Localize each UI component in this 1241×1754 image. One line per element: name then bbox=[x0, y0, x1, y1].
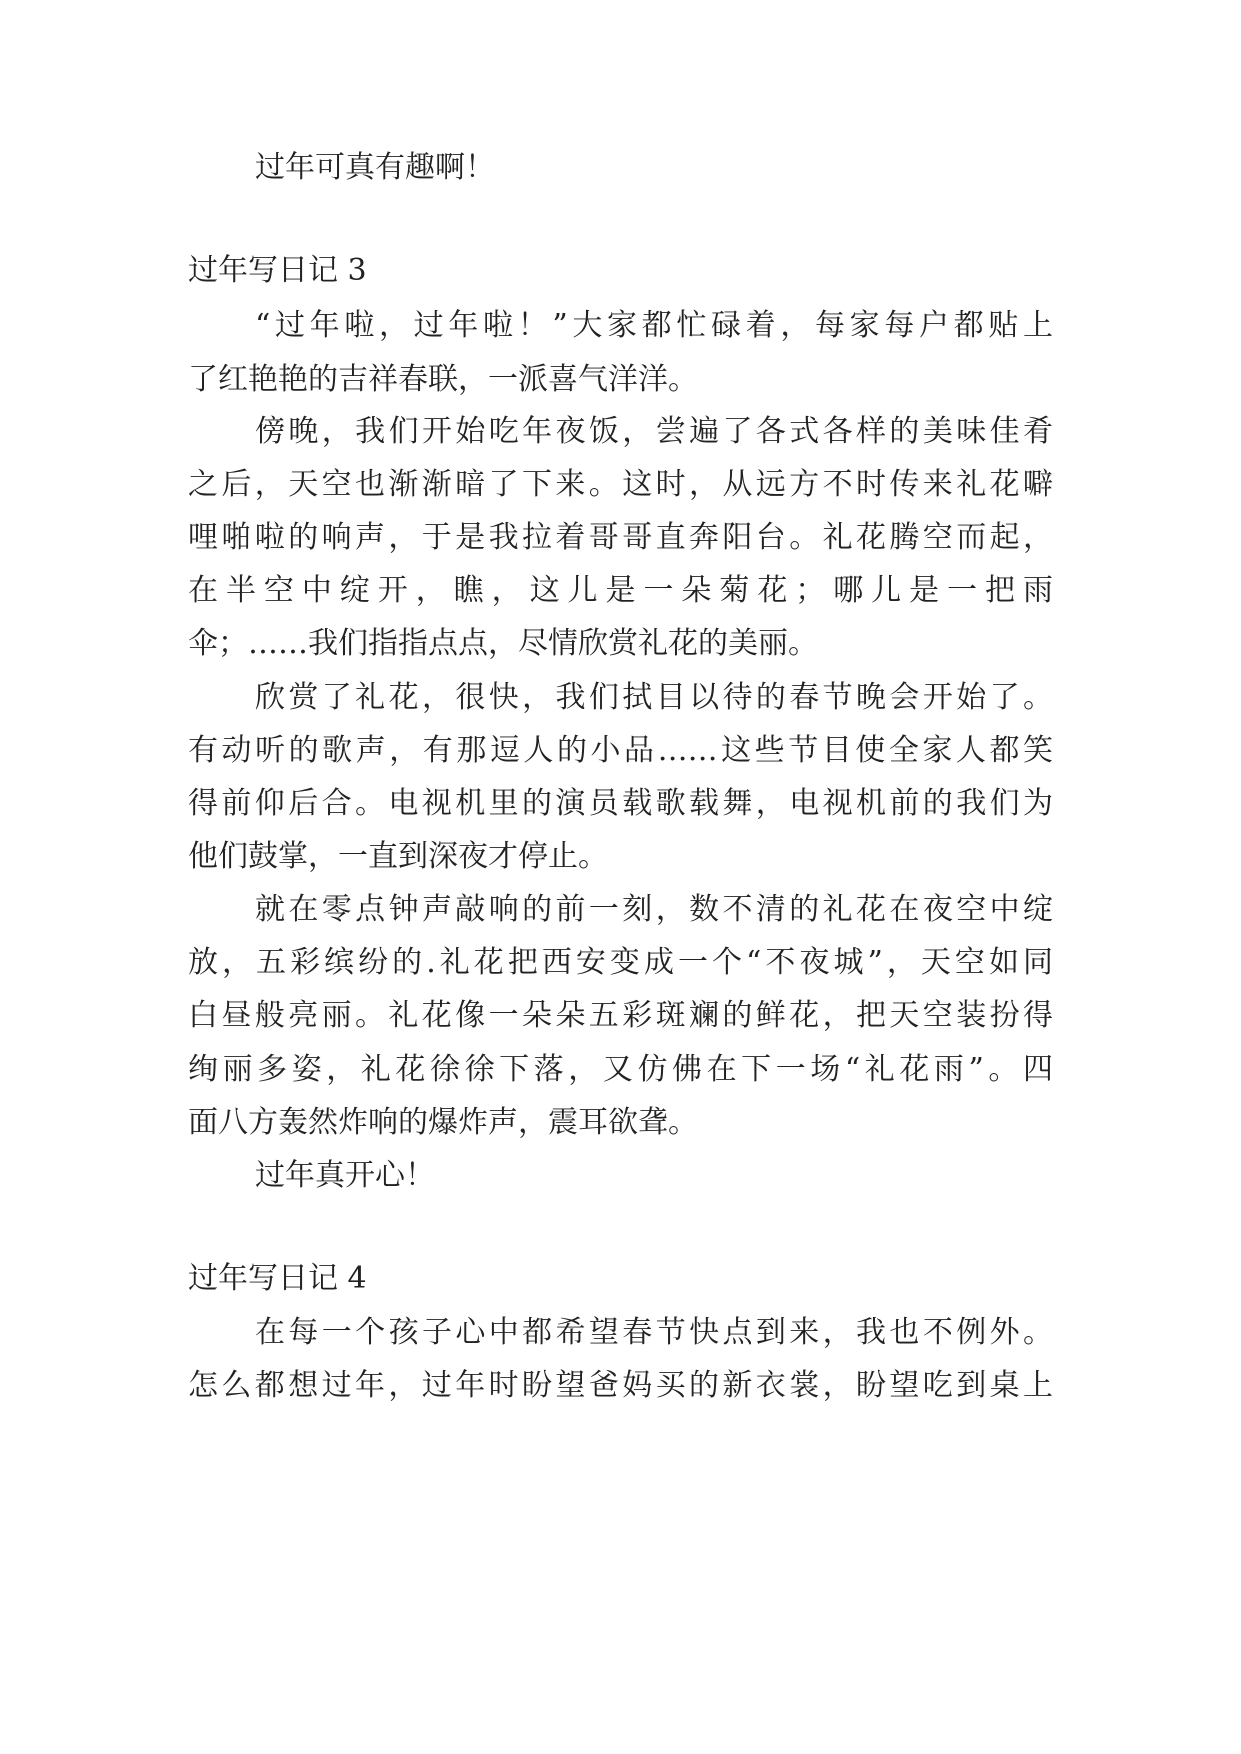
section3-p2-line1: 傍晚，我们开始吃年夜饭，尝遍了各式各样的美味佳肴 bbox=[255, 414, 1053, 449]
section3-p2-line2: 之后，天空也渐渐暗了下来。这时，从远方不时传来礼花噼 bbox=[188, 467, 1053, 502]
section3-p4-line1: 就在零点钟声敲响的前一刻，数不清的礼花在夜空中绽 bbox=[255, 892, 1053, 927]
section3-p4-line5: 面八方轰然炸响的爆炸声，震耳欲聋。 bbox=[188, 1105, 698, 1140]
section3-p2-line4: 在半空中绽开，瞧，这儿是一朵菊花；哪儿是一把雨 bbox=[188, 573, 1053, 608]
section3-p2-line3: 哩啪啦的响声，于是我拉着哥哥直奔阳台。礼花腾空而起， bbox=[188, 520, 1053, 555]
section3-p5-line1: 过年真开心！ bbox=[255, 1158, 435, 1193]
section3-title: 过年写日记 3 bbox=[188, 253, 367, 288]
section3-p3-line1: 欣赏了礼花，很快，我们拭目以待的春节晚会开始了。 bbox=[255, 680, 1053, 715]
section4-p1-line2: 怎么都想过年，过年时盼望爸妈买的新衣裳，盼望吃到桌上 bbox=[188, 1368, 1053, 1403]
section3-p2-line5: 伞；……我们指指点点，尽情欣赏礼花的美丽。 bbox=[188, 626, 818, 661]
section3-p4-line2: 放，五彩缤纷的.礼花把西安变成一个“不夜城”，天空如同 bbox=[188, 945, 1053, 980]
section2-closing-line: 过年可真有趣啊！ bbox=[255, 150, 495, 185]
section3-p3-line4: 他们鼓掌，一直到深夜才停止。 bbox=[188, 839, 608, 874]
section3-p3-line3: 得前仰后合。电视机里的演员载歌载舞，电视机前的我们为 bbox=[188, 786, 1053, 821]
section4-title: 过年写日记 4 bbox=[188, 1261, 367, 1296]
section3-p3-line2: 有动听的歌声，有那逗人的小品……这些节目使全家人都笑 bbox=[188, 733, 1053, 768]
section4-p1-line1: 在每一个孩子心中都希望春节快点到来，我也不例外。 bbox=[255, 1315, 1053, 1350]
section3-p1-line1: “过年啦，过年啦！”大家都忙碌着，每家每户都贴上 bbox=[255, 308, 1053, 343]
section3-p4-line3: 白昼般亮丽。礼花像一朵朵五彩斑斓的鲜花，把天空装扮得 bbox=[188, 998, 1053, 1033]
section3-p1-line2: 了红艳艳的吉祥春联，一派喜气洋洋。 bbox=[188, 362, 698, 397]
section3-p4-line4: 绚丽多姿，礼花徐徐下落，又仿佛在下一场“礼花雨”。四 bbox=[188, 1052, 1053, 1087]
